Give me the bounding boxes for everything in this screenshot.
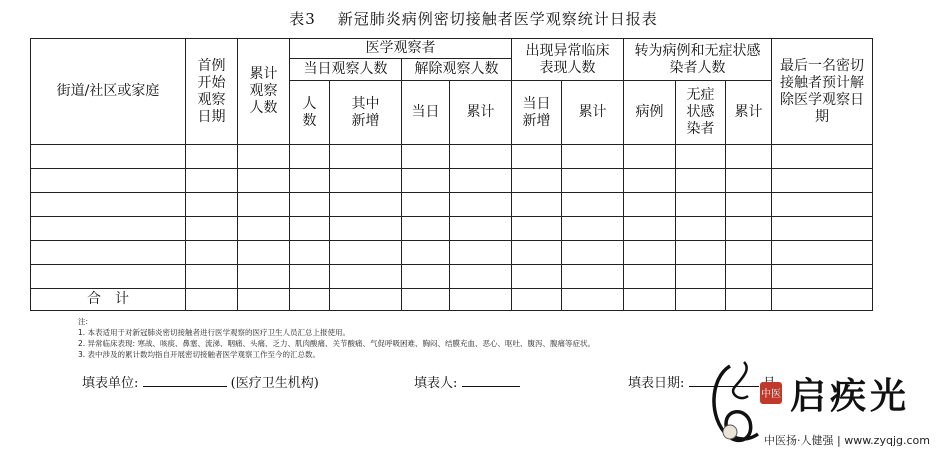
table-cell xyxy=(31,265,186,289)
table-cell xyxy=(624,217,676,241)
table-cell xyxy=(238,145,290,169)
note-item: 3. 表中涉及的累计数均指自开展密切接触者医学观察工作至今的汇总数。 xyxy=(78,350,321,359)
total-cell xyxy=(512,289,562,311)
table-cell xyxy=(450,241,512,265)
table-cell xyxy=(624,145,676,169)
table-cell xyxy=(562,217,624,241)
table-cell xyxy=(562,241,624,265)
table-cell xyxy=(726,217,772,241)
table-cell xyxy=(290,217,330,241)
table-number: 表3 xyxy=(289,10,316,28)
header-location: 街道/社区或家庭 xyxy=(31,39,186,145)
table-cell xyxy=(562,265,624,289)
header-asymptomatic: 无症状感染者 xyxy=(686,87,715,137)
table-cell xyxy=(512,265,562,289)
table-cell xyxy=(562,169,624,193)
total-cell xyxy=(676,289,726,311)
table-cell xyxy=(512,145,562,169)
total-cell xyxy=(624,289,676,311)
header-released: 解除观察人数 xyxy=(402,59,512,81)
total-row-label: 合 计 xyxy=(31,289,186,311)
table-title-text: 新冠肺炎病例密切接触者医学观察统计日报表 xyxy=(337,10,658,28)
note-item: 1. 本表适用于对新冠肺炎密切接触者进行医学观察的医疗卫生人员汇总上报使用。 xyxy=(78,328,351,337)
header-group-abnormal-symptoms: 出现异常临床表现人数 xyxy=(525,42,610,76)
table-cell xyxy=(512,193,562,217)
table-cell xyxy=(402,265,450,289)
table-row xyxy=(31,217,873,241)
table-cell xyxy=(31,217,186,241)
table-cell xyxy=(402,217,450,241)
table-cell xyxy=(676,169,726,193)
table-cell xyxy=(676,265,726,289)
table-cell xyxy=(676,241,726,265)
note-item: 2. 异常临床表现: 寒战、咳痰、鼻塞、流涕、咽痛、头痛、乏力、肌肉酸痛、关节酸痛、气促呼吸困难、胸闷、结膜充血、恶心、呕吐、腹泻、腹痛等症状。 xyxy=(78,339,595,348)
table-cell xyxy=(186,217,238,241)
header-case: 病例 xyxy=(624,81,676,145)
table-cell xyxy=(624,193,676,217)
header-released-cumulative: 累计 xyxy=(450,81,512,145)
table-cell xyxy=(726,265,772,289)
table-cell xyxy=(562,145,624,169)
table-cell xyxy=(186,145,238,169)
table-cell xyxy=(31,241,186,265)
table-cell xyxy=(772,265,873,289)
table-cell xyxy=(330,193,402,217)
table-cell xyxy=(238,193,290,217)
table-cell xyxy=(186,241,238,265)
total-cell xyxy=(726,289,772,311)
header-cumulative-observed: 累计观察人数 xyxy=(249,66,278,116)
table-cell xyxy=(676,193,726,217)
header-count: 人数 xyxy=(302,95,317,129)
total-cell xyxy=(238,289,290,311)
table-cell xyxy=(676,145,726,169)
table-cell xyxy=(402,241,450,265)
table-cell xyxy=(772,193,873,217)
table-cell xyxy=(330,217,402,241)
observation-statistics-table xyxy=(30,38,873,311)
table-cell xyxy=(290,193,330,217)
table-cell xyxy=(624,241,676,265)
header-symptom-today-new: 当日新增 xyxy=(522,95,551,129)
watermark-seal-text: 中医 xyxy=(761,389,781,400)
table-cell xyxy=(512,217,562,241)
table-cell xyxy=(772,145,873,169)
total-cell xyxy=(450,289,512,311)
notes-section xyxy=(78,316,595,360)
header-new: 其中新增 xyxy=(351,95,380,129)
table-cell xyxy=(290,241,330,265)
table-cell xyxy=(31,145,186,169)
table-cell xyxy=(290,265,330,289)
watermark-brand: 启疾光 xyxy=(790,375,911,417)
table-title xyxy=(0,8,947,29)
header-last-release-date: 最后一名密切接触者预计解除医学观察日期 xyxy=(780,57,864,125)
fill-date-label: 填表日期: xyxy=(628,376,685,391)
table-row xyxy=(31,265,873,289)
table-cell xyxy=(624,265,676,289)
header-group-converted: 转为病例和无症状感染者人数 xyxy=(634,42,761,76)
table-cell xyxy=(624,169,676,193)
table-cell xyxy=(31,193,186,217)
header-group-observed: 医学观察者 xyxy=(290,39,512,59)
total-cell xyxy=(562,289,624,311)
table-cell xyxy=(726,193,772,217)
table-cell xyxy=(402,145,450,169)
header-released-today: 当日 xyxy=(402,81,450,145)
table-cell xyxy=(512,241,562,265)
table-cell xyxy=(290,169,330,193)
filling-unit-blank xyxy=(143,375,227,387)
table-cell xyxy=(290,145,330,169)
total-cell xyxy=(290,289,330,311)
table-cell xyxy=(726,145,772,169)
total-cell xyxy=(402,289,450,311)
table-cell xyxy=(772,169,873,193)
table-cell xyxy=(31,169,186,193)
table-cell xyxy=(402,169,450,193)
table-cell xyxy=(330,241,402,265)
table-cell xyxy=(562,193,624,217)
table-cell xyxy=(450,169,512,193)
watermark xyxy=(700,358,945,453)
table-cell xyxy=(238,241,290,265)
table-cell xyxy=(450,193,512,217)
table-cell xyxy=(186,265,238,289)
table-row xyxy=(31,145,873,169)
table-cell xyxy=(186,193,238,217)
header-first-observation-date: 首例开始观察日期 xyxy=(197,57,226,125)
table-cell xyxy=(238,169,290,193)
table-cell xyxy=(450,145,512,169)
table-cell xyxy=(238,217,290,241)
table-cell xyxy=(402,193,450,217)
table-cell xyxy=(450,217,512,241)
filling-unit-label: 填表单位: xyxy=(82,376,139,391)
notes-label: 注: xyxy=(78,317,89,326)
table-cell xyxy=(512,169,562,193)
table-cell xyxy=(676,217,726,241)
table-row xyxy=(31,241,873,265)
total-cell xyxy=(772,289,873,311)
table-cell xyxy=(450,265,512,289)
table-cell xyxy=(238,265,290,289)
table-cell xyxy=(330,265,402,289)
header-today-observed: 当日观察人数 xyxy=(290,59,402,81)
filler-blank xyxy=(462,375,520,387)
table-row xyxy=(31,193,873,217)
table-row xyxy=(31,169,873,193)
header-converted-cumulative: 累计 xyxy=(726,81,772,145)
table-cell xyxy=(726,241,772,265)
table-cell xyxy=(772,217,873,241)
table-cell xyxy=(772,241,873,265)
header-symptom-cumulative: 累计 xyxy=(562,81,624,145)
table-cell xyxy=(330,145,402,169)
table-cell xyxy=(186,169,238,193)
total-cell xyxy=(186,289,238,311)
filler-label: 填表人: xyxy=(414,376,458,391)
table-cell xyxy=(726,169,772,193)
table-cell xyxy=(330,169,402,193)
watermark-slogan: 中医扬·人健强 | www.zyqjg.com xyxy=(764,434,930,447)
filling-unit-note: (医疗卫生机构) xyxy=(230,376,319,391)
total-cell xyxy=(330,289,402,311)
